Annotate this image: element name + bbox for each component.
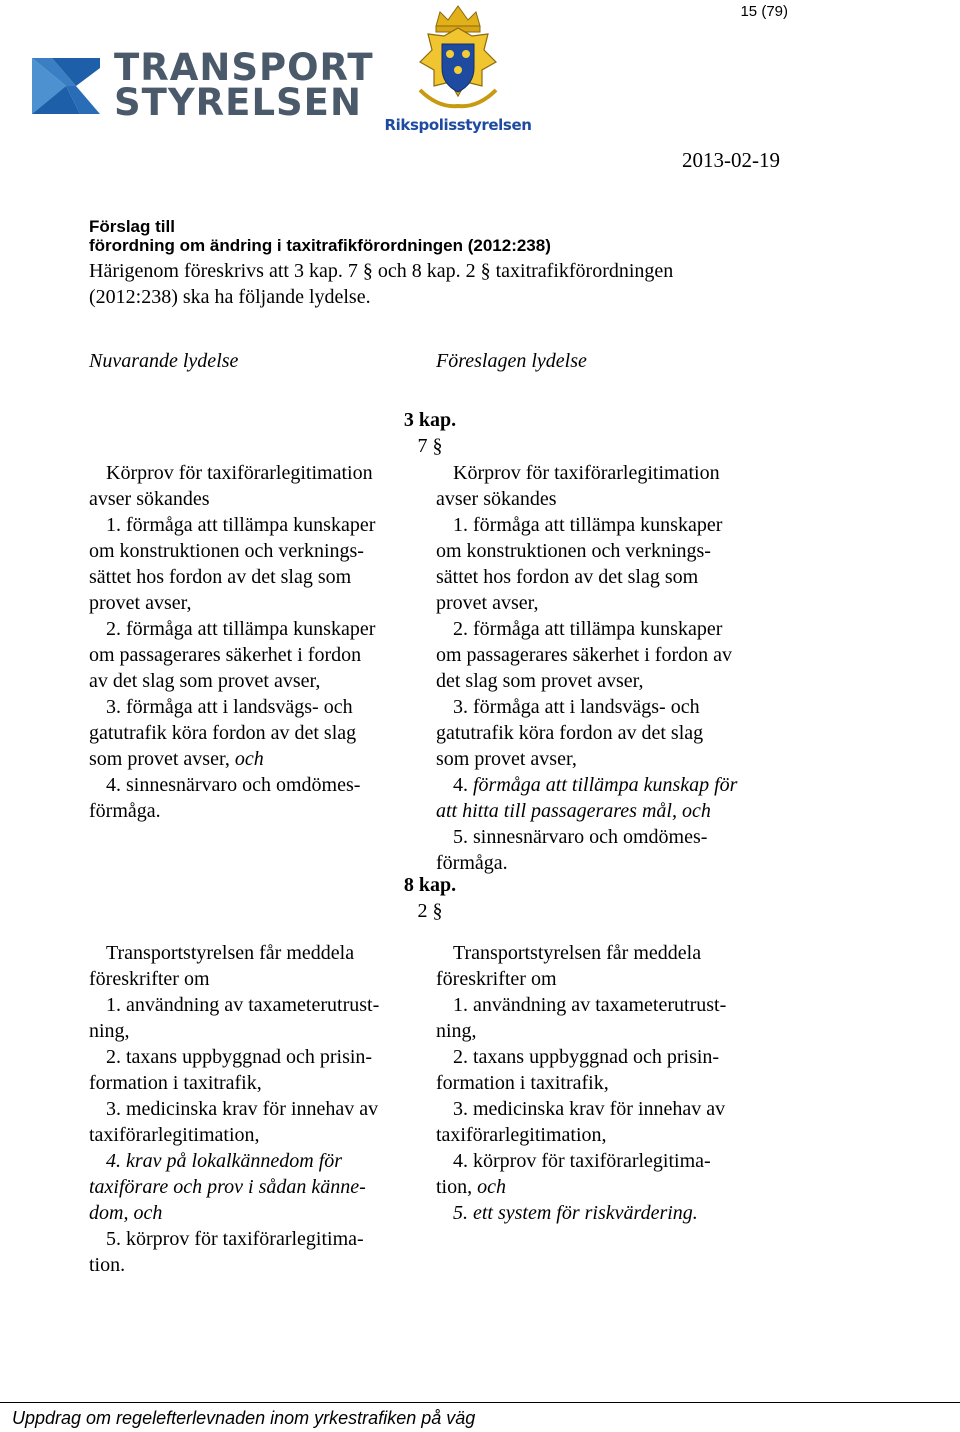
column-heading-proposed: Föreslagen lydelse — [436, 350, 587, 372]
line-text: tion. — [89, 1254, 126, 1276]
line-text: 3. förmåga att i landsvägs- och — [106, 696, 353, 718]
text-line — [89, 720, 419, 746]
text-line — [89, 694, 419, 720]
line-text: 4. sinnesnärvaro och omdömes- — [106, 774, 361, 796]
text-line — [89, 1226, 419, 1252]
line-text: avser sökandes — [89, 488, 210, 510]
section2-current-text — [89, 940, 419, 1278]
line-text-italic: 4. krav på lokalkännedom för — [106, 1150, 343, 1172]
text-line — [436, 824, 776, 850]
logo-line-1: TRANSPORT — [114, 46, 374, 89]
text-line — [436, 850, 776, 876]
line-text: 3. medicinska krav för innehav av — [453, 1098, 726, 1120]
text-line — [436, 486, 776, 512]
text-line — [89, 1148, 419, 1174]
line-text-italic: förmåga att tillämpa kunskap för — [473, 774, 738, 796]
text-line — [89, 460, 419, 486]
chapter-3-heading: 3 kap. — [403, 409, 457, 431]
text-line — [436, 746, 776, 772]
police-emblem-icon — [380, 2, 536, 116]
line-text: 5. sinnesnärvaro och omdömes- — [453, 826, 708, 848]
text-line — [89, 668, 419, 694]
text-line — [89, 772, 419, 798]
line-text: ning, — [436, 1020, 477, 1042]
line-text: formation i taxitrafik, — [436, 1072, 609, 1094]
text-line — [89, 1070, 419, 1096]
text-line — [436, 564, 776, 590]
line-text-italic: 5. ett system för riskvärdering. — [453, 1202, 698, 1224]
text-line — [436, 798, 776, 824]
line-text: som provet avser, — [89, 748, 235, 770]
intro-line-2: (2012:238) ska ha följande lydelse. — [89, 286, 371, 308]
intro-line-1: Härigenom föreskrivs att 3 kap. 7 § och 8 kap. 2 § taxitrafikförordningen — [89, 260, 674, 282]
text-line — [436, 966, 776, 992]
transportstyrelsen-logo — [32, 46, 374, 126]
line-text: om passagerares säkerhet i fordon — [89, 644, 362, 666]
text-line — [89, 590, 419, 616]
text-line — [436, 992, 776, 1018]
page-number: 15 (79) — [740, 3, 788, 20]
text-line — [436, 1148, 776, 1174]
text-line — [436, 1174, 776, 1200]
line-text: föreskrifter om — [89, 968, 210, 990]
text-line — [436, 538, 776, 564]
line-text: det slag som provet avser, — [436, 670, 644, 692]
footer-text: Uppdrag om regelefterlevnaden inom yrkestrafiken på väg — [12, 1408, 476, 1428]
line-text: som provet avser, — [436, 748, 577, 770]
line-text-italic: och — [234, 748, 264, 770]
column-heading-current: Nuvarande lydelse — [89, 350, 239, 372]
line-text: 2. förmåga att tillämpa kunskaper — [106, 618, 376, 640]
line-text-italic: och — [477, 1176, 507, 1198]
line-text: Transportstyrelsen får meddela — [106, 942, 355, 964]
line-text: taxiförarlegitimation, — [436, 1124, 607, 1146]
text-line — [436, 940, 776, 966]
line-text: Transportstyrelsen får meddela — [453, 942, 702, 964]
text-line — [436, 720, 776, 746]
intro-text — [89, 258, 789, 310]
line-text: sättet hos fordon av det slag som — [89, 566, 352, 588]
document-date: 2013-02-19 — [682, 148, 780, 172]
section1-proposed-text — [436, 460, 776, 876]
line-text: provet avser, — [436, 592, 539, 614]
text-line — [436, 512, 776, 538]
title-line-1: Förslag till — [89, 217, 175, 236]
logo-line-2: STYRELSEN — [114, 81, 362, 124]
line-text: 2. taxans uppbyggnad och prisin- — [453, 1046, 720, 1068]
rikspolisstyrelsen-logo — [380, 2, 536, 137]
line-text: ning, — [89, 1020, 130, 1042]
paragraph-7-heading: 7 § — [417, 435, 443, 457]
line-text: om konstruktionen och verknings- — [89, 540, 364, 562]
text-line — [436, 694, 776, 720]
line-text: provet avser, — [89, 592, 192, 614]
line-text: 5. körprov för taxiförarlegitima- — [106, 1228, 364, 1250]
line-text: 2. förmåga att tillämpa kunskaper — [453, 618, 723, 640]
text-line — [436, 772, 776, 798]
text-line — [89, 512, 419, 538]
footer-divider — [0, 1402, 960, 1403]
transportstyrelsen-mark-icon — [32, 52, 104, 122]
line-text: 1. förmåga att tillämpa kunskaper — [106, 514, 376, 536]
line-text: om passagerares säkerhet i fordon av — [436, 644, 732, 666]
line-text-italic: att hitta till passagerares mål, och — [436, 800, 711, 822]
text-line — [89, 992, 419, 1018]
line-text: av det slag som provet avser, — [89, 670, 321, 692]
line-text: sättet hos fordon av det slag som — [436, 566, 699, 588]
text-line — [436, 1070, 776, 1096]
text-line — [436, 1096, 776, 1122]
text-line — [89, 746, 419, 772]
line-text: 3. medicinska krav för innehav av — [106, 1098, 379, 1120]
line-text: taxiförarlegitimation, — [89, 1124, 260, 1146]
text-line — [89, 1200, 419, 1226]
text-line — [89, 1096, 419, 1122]
line-text: förmåga. — [89, 800, 161, 822]
line-text-italic: taxiförare och prov i sådan känne- — [89, 1176, 366, 1198]
line-text: 3. förmåga att i landsvägs- och — [453, 696, 700, 718]
line-text: föreskrifter om — [436, 968, 557, 990]
text-line — [436, 616, 776, 642]
text-line — [89, 564, 419, 590]
text-line — [89, 486, 419, 512]
line-text: 1. användning av taxameterutrust- — [453, 994, 727, 1016]
text-line — [89, 940, 419, 966]
text-line — [89, 1122, 419, 1148]
text-line — [89, 966, 419, 992]
line-text-italic: dom, och — [89, 1202, 163, 1224]
text-line — [436, 1122, 776, 1148]
line-text: om konstruktionen och verknings- — [436, 540, 711, 562]
text-line — [436, 590, 776, 616]
line-text: 4. körprov för taxiförarlegitima- — [453, 1150, 711, 1172]
text-line — [89, 798, 419, 824]
line-text: gatutrafik köra fordon av det slag — [436, 722, 704, 744]
text-line — [89, 1174, 419, 1200]
text-line — [436, 642, 776, 668]
text-line — [89, 642, 419, 668]
title-line-2: förordning om ändring i taxitrafikförordningen (2012:238) — [89, 236, 551, 255]
section1-current-text — [89, 460, 419, 824]
line-text: Körprov för taxiförarlegitimation — [106, 462, 373, 484]
line-text: tion, — [436, 1176, 478, 1198]
text-line — [436, 668, 776, 694]
line-text: avser sökandes — [436, 488, 557, 510]
text-line — [89, 1044, 419, 1070]
text-line — [89, 1018, 419, 1044]
line-text: 2. taxans uppbyggnad och prisin- — [106, 1046, 373, 1068]
line-text: gatutrafik köra fordon av det slag — [89, 722, 357, 744]
line-text: formation i taxitrafik, — [89, 1072, 262, 1094]
text-line — [436, 1200, 776, 1226]
paragraph-2-heading: 2 § — [417, 900, 443, 922]
rikspolisstyrelsen-text: Rikspolisstyrelsen — [384, 116, 532, 134]
chapter-8-heading: 8 kap. — [403, 874, 457, 896]
text-line — [436, 460, 776, 486]
line-text: 4. — [453, 774, 473, 796]
line-text: 1. förmåga att tillämpa kunskaper — [453, 514, 723, 536]
text-line — [436, 1044, 776, 1070]
line-text: 1. användning av taxameterutrust- — [106, 994, 380, 1016]
section2-proposed-text — [436, 940, 776, 1226]
line-text: förmåga. — [436, 852, 508, 874]
text-line — [89, 538, 419, 564]
text-line — [89, 616, 419, 642]
line-text: Körprov för taxiförarlegitimation — [453, 462, 720, 484]
text-line — [436, 1018, 776, 1044]
text-line — [89, 1252, 419, 1278]
